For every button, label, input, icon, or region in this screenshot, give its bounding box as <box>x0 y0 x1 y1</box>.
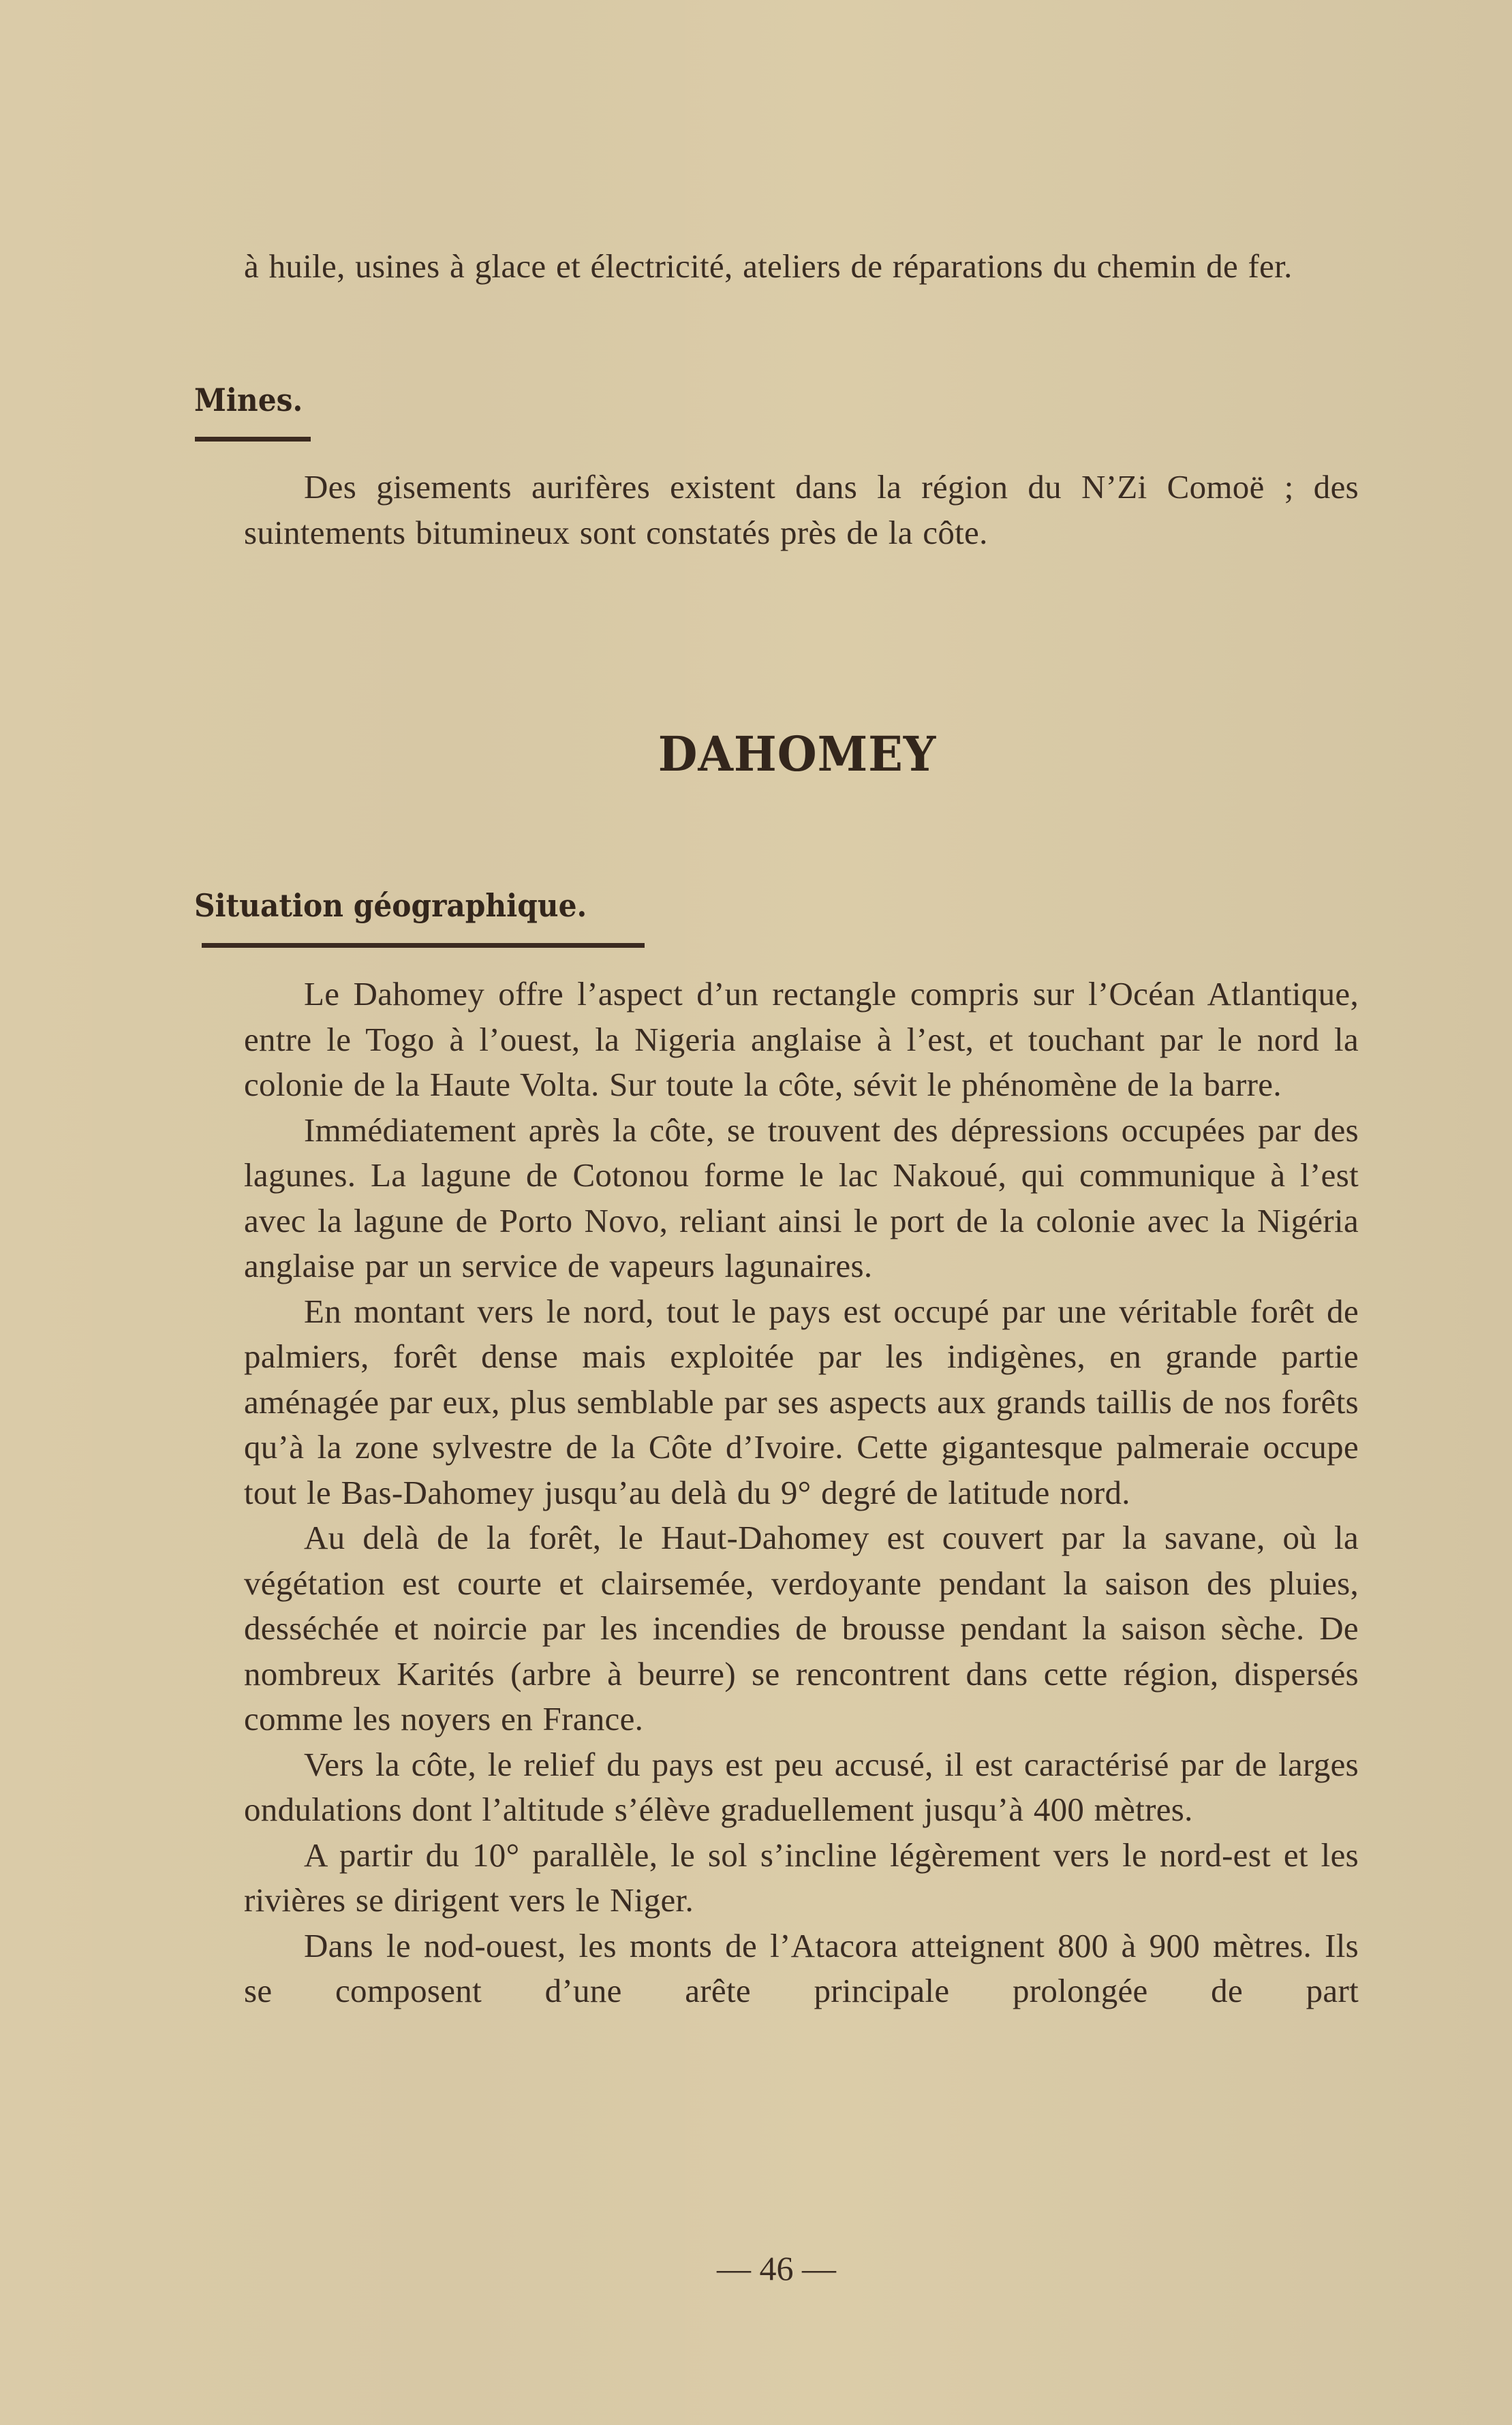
section-heading: Situation géographique. <box>194 887 587 924</box>
mines-heading: Mines. <box>194 382 303 418</box>
paragraph-5: Vers la côte, le relief du pays est peu accusé, il est caractérisé par de larges ondulations dont l’altitude s’élève graduellement jusqu’à 400 mètres. <box>244 1745 1359 1828</box>
dahomey-body <box>244 972 1359 2014</box>
page-number <box>0 2249 1512 2288</box>
paragraph-3: En montant vers le nord, tout le pays est occupé par une véritable forêt de palmiers, forêt dense mais exploitée par les indigènes, en grande partie aménagée par eux, plus semblable par ses aspects aux grands taillis de nos forêts qu’à la zone sylvestre de la Côte d’Ivoire. Cette gigantesque palmeraie occupe tout le Bas-Dahomey jusqu’au delà du 9° degré de latitude nord. <box>244 1292 1359 1511</box>
mines-text <box>244 465 1359 555</box>
chapter-title-text: DAHOMEY <box>658 726 936 782</box>
mines-heading-underline <box>195 437 311 442</box>
mines-paragraph: Des gisements aurifères existent dans la région du N’Zi Comoë ; des suintements bitumineux sont constatés près de la côte. <box>244 468 1359 551</box>
continuation-text <box>244 244 1359 290</box>
section-heading-underline <box>202 943 645 948</box>
paragraph-7: Dans le nod-ouest, les monts de l’Atacora atteignent 800 à 900 mètres. Ils se composent d’une arête principale prolongée de part <box>244 1926 1359 2009</box>
paragraph-2: Immédiatement après la côte, se trouvent des dépressions occupées par des lagunes. La lagune de Cotonou forme le lac Nakoué, qui communique à l’est avec la lagune de Porto Novo, reliant ainsi le port de la colonie avec la Nigéria anglaise par un service de vapeurs lagunaires. <box>244 1111 1359 1284</box>
page-number-text: — 46 — <box>717 2249 836 2287</box>
paragraph-1: Le Dahomey offre l’aspect d’un rectangle compris sur l’Océan Atlantique, entre le Togo à l’ouest, la Nigeria anglaise à l’est, et touchant par le nord la colonie de la Haute Volta. Sur toute la côte, sévit le phénomène de la barre. <box>244 975 1359 1103</box>
continuation-paragraph: à huile, usines à glace et électricité, ateliers de réparations du chemin de fer. <box>244 247 1293 285</box>
paragraph-6: A partir du 10° parallèle, le sol s’incline légèrement vers le nord-est et les rivières se dirigent vers le Niger. <box>244 1836 1359 1919</box>
chapter-title <box>0 726 1512 782</box>
paragraph-4: Au delà de la forêt, le Haut-Dahomey est couvert par la savane, où la végétation est courte et clairsemée, verdoyante pendant la saison des pluies, desséchée et noircie par les incendies de brousse pendant la saison sèche. De nombreux Karités (arbre à beurre) se rencontrent dans cette région, dispersés comme les noyers en France. <box>244 1519 1359 1737</box>
